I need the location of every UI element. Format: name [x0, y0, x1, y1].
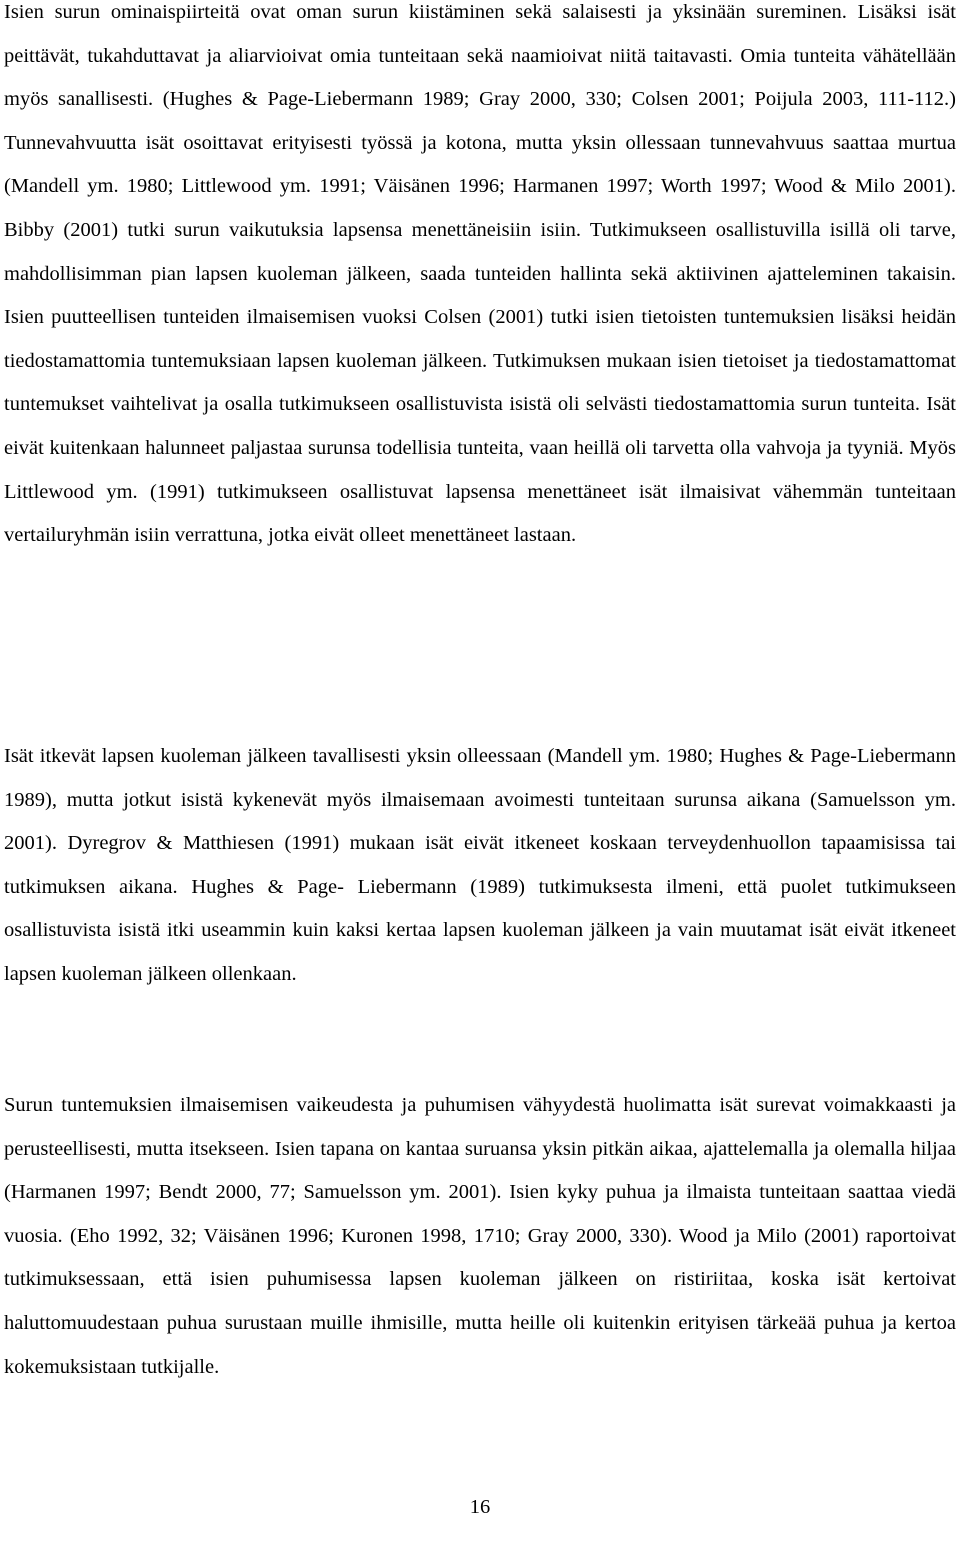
paragraph: Isät itkevät lapsen kuoleman jälkeen tavallisesti yksin olleessaan (Mandell ym. 1980; Hughes & Page-Liebermann 1989), mutta jotkut isistä kykenevät myös ilmaisemaan avoimesti tunteitaan surunsa aikana (Samuelsson ym. 2001). Dyregrov & Matthiesen (1991) mukaan isät eivät itkeneet koskaan terveydenhuollon tapaamisissa tai tutkimuksen aikana. Hughes & Page- Liebermann (1989) tutkimuksesta ilmeni, että puolet tutkimukseen osallistuvista isistä itki useammin kuin kaksi kertaa lapsen kuoleman jälkeen ja vain muutamat isät eivät itkeneet lapsen kuoleman jälkeen ollenkaan.: [4, 745, 956, 985]
document-page: [4, 0, 956, 1550]
page-number: 16: [469, 1496, 491, 1518]
paragraph: Isien surun ominaispiirteitä ovat oman surun kiistäminen sekä salaisesti ja yksinään sureminen. Lisäksi isät peittävät, tukahduttavat ja aliarvioivat omia tunteitaan sekä naamioivat niitä taitavasti. Omia tunteita vähätellään myös sanallisesti. (Hughes & Page-Liebermann 1989; Gray 2000, 330; Colsen 2001; Poijula 2003, 111-112.) Tunnevahvuutta isät osoittavat erityisesti työssä ja kotona, mutta yksin ollessaan tunnevahvuus saattaa murtua (Mandell ym. 1980; Littlewood ym. 1991; Väisänen 1996; Harmanen 1997; Worth 1997; Wood & Milo 2001). Bibby (2001) tutki surun vaikutuksia lapsensa menettäneisiin isiin. Tutkimukseen osallistuvilla isillä oli tarve, mahdollisimman pian lapsen kuoleman jälkeen, saada tunteiden hallinta sekä aktiivinen ajatteleminen takaisin. Isien puutteellisen tunteiden ilmaisemisen vuoksi Colsen (2001) tutki isien tietoisten tuntemuksien lisäksi heidän tiedostamattomia tuntemuksiaan lapsen kuoleman jälkeen. Tutkimuksen mukaan isien tietoiset ja tiedostamattomat tuntemukset vaihtelivat ja osalla tutkimukseen osallistuvista isistä oli selvästi tiedostamattomia surun tunteita. Isät eivät kuitenkaan halunneet paljastaa surunsa todellisia tunteita, vaan heillä oli tarvetta olla vahvoja ja tyyniä. Myös Littlewood ym. (1991) tutkimukseen osallistuvat lapsensa menettäneet isät ilmaisivat vähemmän tunteitaan vertailuryhmän isiin verrattuna, jotka eivät olleet menettäneet lastaan.: [4, 1, 956, 547]
paragraph: Surun tuntemuksien ilmaisemisen vaikeudesta ja puhumisen vähyydestä huolimatta isät surevat voimakkaasti ja perusteellisesti, mutta itsekseen. Isien tapana on kantaa suruansa yksin pitkän aikaa, ajattelemalla ja olemalla hiljaa (Harmanen 1997; Bendt 2000, 77; Samuelsson ym. 2001). Isien kyky puhua ja ilmaista tunteitaan saattaa viedä vuosia. (Eho 1992, 32; Väisänen 1996; Kuronen 1998, 1710; Gray 2000, 330). Wood ja Milo (2001) raportoivat tutkimuksessaan, että isien puhumisessa lapsen kuoleman jälkeen on ristiriitaa, koska isät kertoivat haluttomuudestaan puhua surustaan muille ihmisille, mutta heille oli kuitenkin erityisen tärkeää puhua ja kertoa kokemuksistaan tutkijalle.: [4, 1094, 956, 1378]
